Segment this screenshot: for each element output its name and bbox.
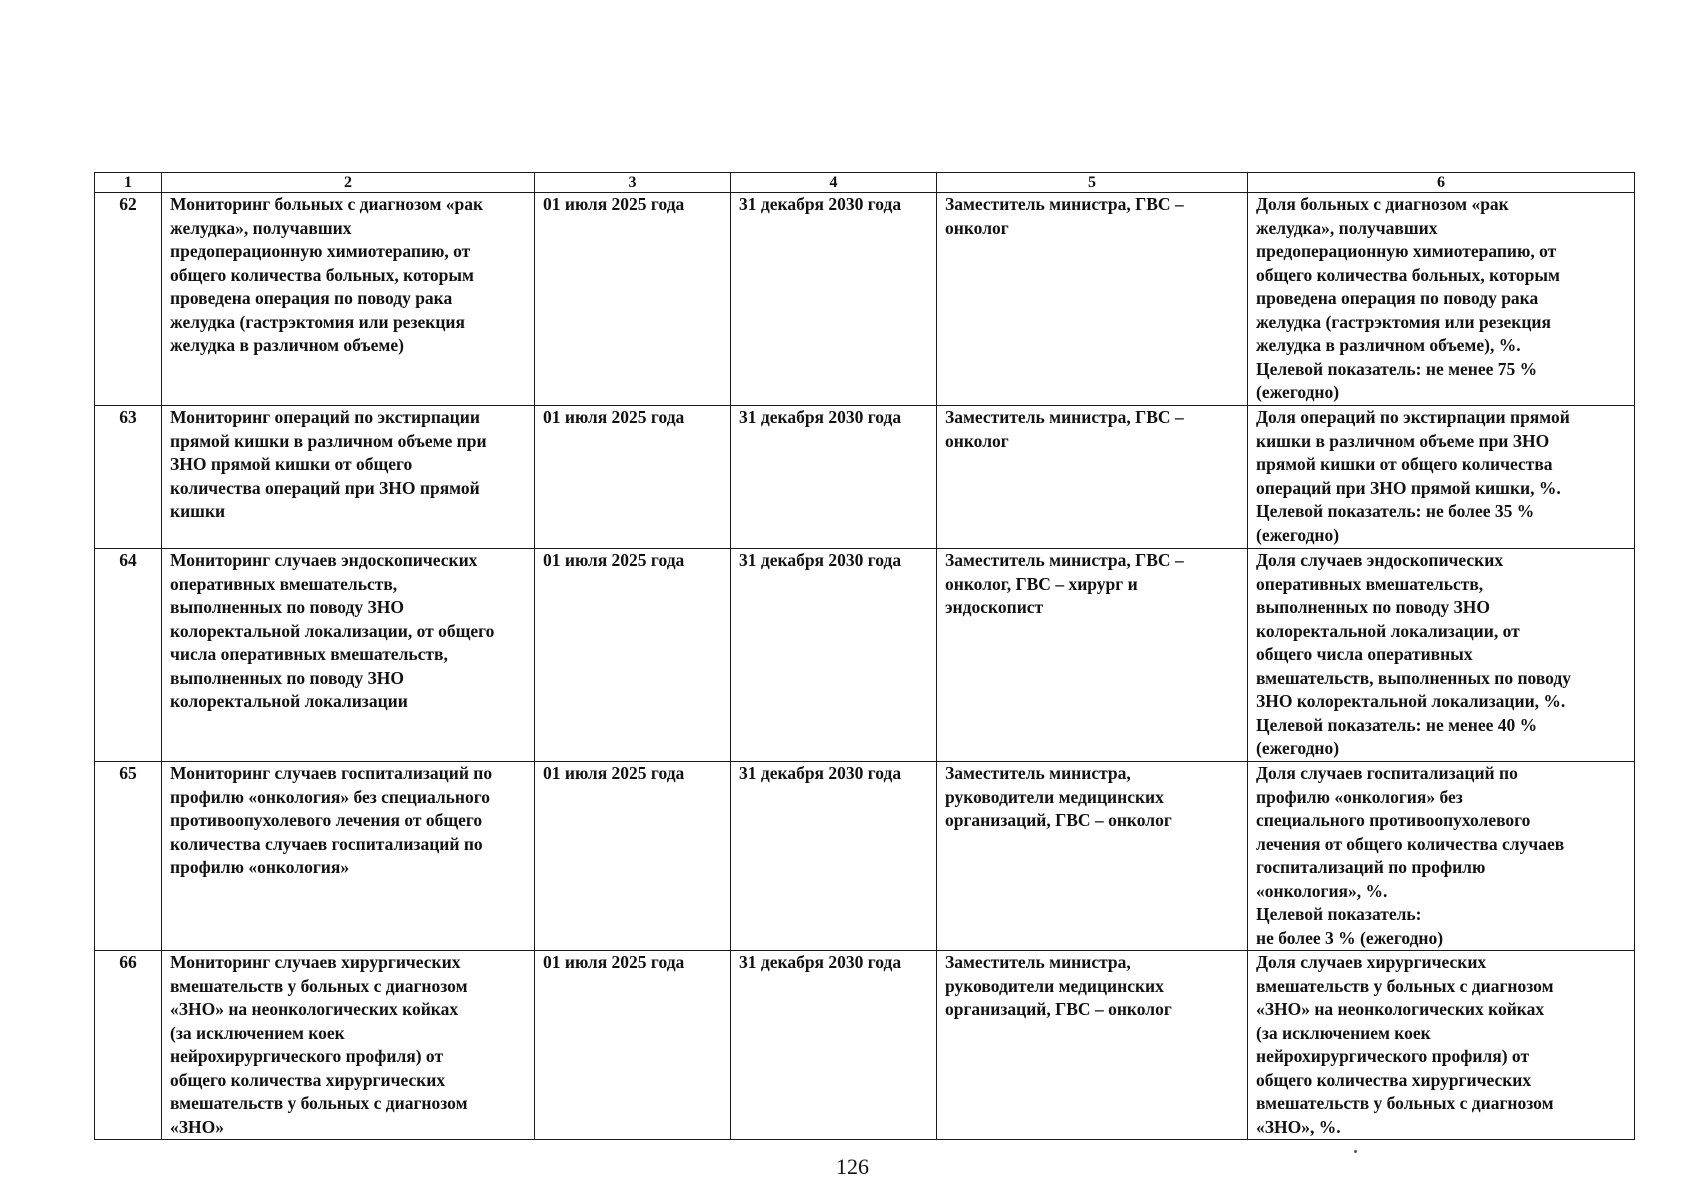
row-number: 66 xyxy=(95,951,162,1140)
indicator-cell: Доля больных с диагнозом «рак желудка», получавших предоперационную химиотерапию, от общего количества больных, которым проведена операция по поводу рака желудка (гастрэктомия или резекция желудка в различном объеме), %. Целевой показатель: не менее 75 % (ежегодно) xyxy=(1248,193,1635,406)
end-date-cell: 31 декабря 2030 года xyxy=(731,193,937,406)
start-date-cell: 01 июля 2025 года xyxy=(535,406,731,549)
monitoring-table xyxy=(94,172,1635,1140)
start-date-cell: 01 июля 2025 года xyxy=(535,762,731,951)
end-date-cell: 31 декабря 2030 года xyxy=(731,406,937,549)
responsible-cell: Заместитель министра, ГВС – онколог xyxy=(937,406,1248,549)
scan-speck xyxy=(1354,1150,1357,1153)
start-date-cell: 01 июля 2025 года xyxy=(535,549,731,762)
table-row xyxy=(95,951,1635,1140)
table-row xyxy=(95,762,1635,951)
activity-cell: Мониторинг случаев госпитализаций по профилю «онкология» без специального противоопухолевого лечения от общего количества случаев госпитализаций по профилю «онкология» xyxy=(162,762,535,951)
table-row xyxy=(95,549,1635,762)
row-number: 62 xyxy=(95,193,162,406)
start-date-cell: 01 июля 2025 года xyxy=(535,193,731,406)
indicator-cell: Доля случаев хирургических вмешательств у больных с диагнозом «ЗНО» на неонкологических койках (за исключением коек нейрохирургического профиля) от общего количества хирургических вмешательств у больных с диагнозом «ЗНО», %. xyxy=(1248,951,1635,1140)
end-date-cell: 31 декабря 2030 года xyxy=(731,951,937,1140)
end-date-cell: 31 декабря 2030 года xyxy=(731,549,937,762)
indicator-cell: Доля случаев госпитализаций по профилю «онкология» без специального противоопухолевого лечения от общего количества случаев госпитализаций по профилю «онкология», %. Целевой показатель: не более 3 % (ежегодно) xyxy=(1248,762,1635,951)
column-header-2: 2 xyxy=(162,173,535,193)
column-header-6: 6 xyxy=(1248,173,1635,193)
table-header-row xyxy=(95,173,1635,193)
column-header-3: 3 xyxy=(535,173,731,193)
start-date-cell: 01 июля 2025 года xyxy=(535,951,731,1140)
activity-cell: Мониторинг операций по экстирпации прямой кишки в различном объеме при ЗНО прямой кишки от общего количества операций при ЗНО прямой кишки xyxy=(162,406,535,549)
table-row xyxy=(95,406,1635,549)
indicator-cell: Доля операций по экстирпации прямой кишки в различном объеме при ЗНО прямой кишки от общего количества операций при ЗНО прямой кишки, %. Целевой показатель: не более 35 % (ежегодно) xyxy=(1248,406,1635,549)
responsible-cell: Заместитель министра, ГВС – онколог xyxy=(937,193,1248,406)
column-header-1: 1 xyxy=(95,173,162,193)
row-number: 65 xyxy=(95,762,162,951)
column-header-5: 5 xyxy=(937,173,1248,193)
page-number: 126 xyxy=(836,1154,869,1179)
row-number: 63 xyxy=(95,406,162,549)
responsible-cell: Заместитель министра, руководители медицинских организаций, ГВС – онколог xyxy=(937,762,1248,951)
responsible-cell: Заместитель министра, ГВС – онколог, ГВС – хирург и эндоскопист xyxy=(937,549,1248,762)
row-number: 64 xyxy=(95,549,162,762)
activity-cell: Мониторинг больных с диагнозом «рак желудка», получавших предоперационную химиотерапию, от общего количества больных, которым проведена операция по поводу рака желудка (гастрэктомия или резекция желудка в различном объеме) xyxy=(162,193,535,406)
end-date-cell: 31 декабря 2030 года xyxy=(731,762,937,951)
activity-cell: Мониторинг случаев хирургических вмешательств у больных с диагнозом «ЗНО» на неонкологических койках (за исключением коек нейрохирургического профиля) от общего количества хирургических вмешательств у больных с диагнозом «ЗНО» xyxy=(162,951,535,1140)
activity-cell: Мониторинг случаев эндоскопических оперативных вмешательств, выполненных по поводу ЗНО колоректальной локализации, от общего числа оперативных вмешательств, выполненных по поводу ЗНО колоректальной локализации xyxy=(162,549,535,762)
column-header-4: 4 xyxy=(731,173,937,193)
table-row xyxy=(95,193,1635,406)
indicator-cell: Доля случаев эндоскопических оперативных вмешательств, выполненных по поводу ЗНО колоректальной локализации, от общего числа оперативных вмешательств, выполненных по поводу ЗНО колоректальной локализации, %. Целевой показатель: не менее 40 % (ежегодно) xyxy=(1248,549,1635,762)
responsible-cell: Заместитель министра, руководители медицинских организаций, ГВС – онколог xyxy=(937,951,1248,1140)
